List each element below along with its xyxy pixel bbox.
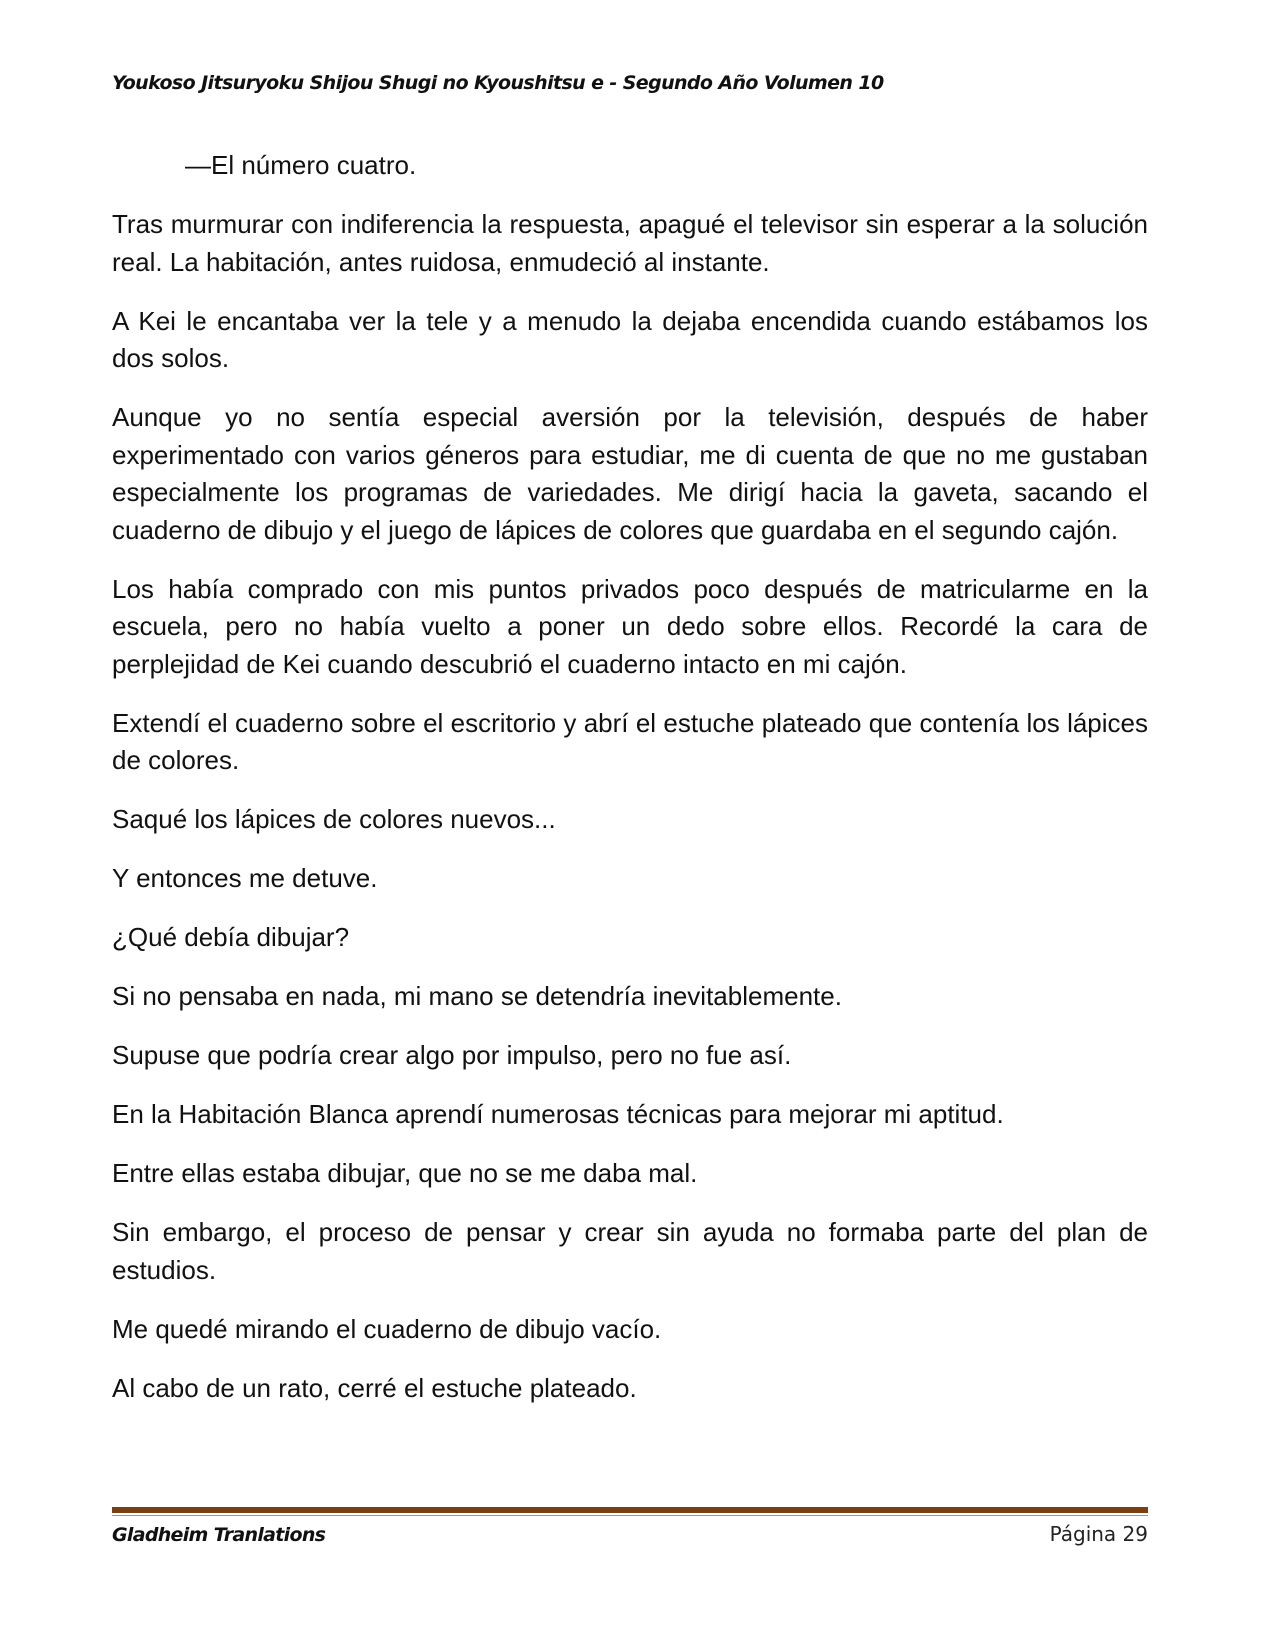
paragraph: Aunque yo no sentía especial aversión por la televisión, después de haber experimentado con varios géneros para estudiar, me di cuenta de que no me gustaban especialmente los programas de variedades. Me dirigí hacia la gaveta, sacando el cuaderno de dibujo y el juego de lápices de colores que guardaba en el segundo cajón. [112, 402, 1148, 545]
paragraph: Tras murmurar con indiferencia la respuesta, apagué el televisor sin esperar a la solución real. La habitación, antes ruidosa, enmudeció al instante. [112, 209, 1148, 277]
paragraph: Entre ellas estaba dibujar, que no se me daba mal. [112, 1158, 698, 1188]
page-body [112, 147, 1148, 1429]
paragraph: Al cabo de un rato, cerré el estuche plateado. [112, 1372, 637, 1403]
paragraph: Me quedé mirando el cuaderno de dibujo vacío. [112, 1313, 662, 1344]
paragraph: Los había comprado con mis puntos privados poco después de matricularme en la escuela, pero no había vuelto a poner un dedo sobre ellos. Recordé la cara de perplejidad de Kei cuando descubrió el cuaderno intacto en mi cajón. [112, 573, 1148, 679]
paragraph: Saqué los lápices de colores nuevos... [112, 804, 556, 834]
footer-rule-thin [112, 1515, 1148, 1516]
paragraph: —El número cuatro. [185, 150, 417, 180]
footer-rule [112, 1507, 1148, 1513]
paragraph: Sin embargo, el proceso de pensar y crear sin ayuda no formaba parte del plan de estudios. [112, 1217, 1148, 1285]
paragraph: En la Habitación Blanca aprendí numerosas técnicas para mejorar mi aptitud. [112, 1099, 1004, 1129]
paragraph: Supuse que podría crear algo por impulso, pero no fue así. [112, 1040, 792, 1070]
paragraph: Y entonces me detuve. [112, 863, 378, 893]
page-number: Página 29 [1049, 1522, 1148, 1546]
paragraph: Si no pensaba en nada, mi mano se detendría inevitablemente. [112, 981, 842, 1011]
paragraph: Extendí el cuaderno sobre el escritorio y abrí el estuche plateado que contenía los lápices de colores. [112, 707, 1148, 775]
paragraph: ¿Qué debía dibujar? [112, 922, 350, 952]
running-header: Youkoso Jitsuryoku Shijou Shugi no Kyoushitsu e - Segundo Año Volumen 10 [112, 72, 884, 94]
paragraph: A Kei le encantaba ver la tele y a menudo la dejaba encendida cuando estábamos los dos solos. [112, 305, 1148, 373]
footer-publisher: Gladheim Tranlations [112, 1524, 326, 1546]
